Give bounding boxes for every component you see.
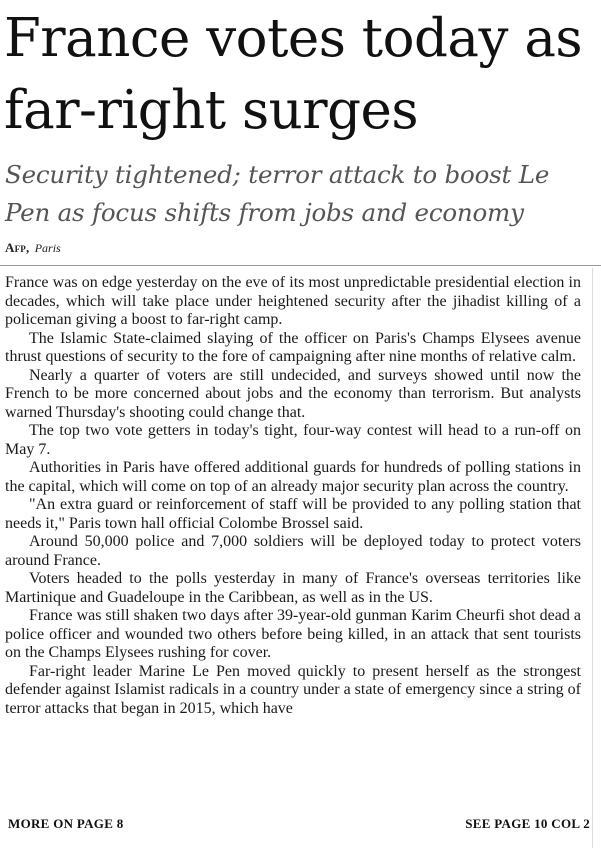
paragraph: Nearly a quarter of voters are still undecided, and surveys showed until now the French to be more concerned about jobs and the economy than terrorism. But analysts warned Thursday's shooting could change that.	[5, 366, 581, 421]
paragraph: Authorities in Paris have offered additional guards for hundreds of polling stations in the capital, which will come on top of an already major security plan across the country.	[5, 459, 581, 495]
byline-location: Paris	[34, 241, 61, 255]
paragraph: Around 50,000 police and 7,000 soldiers will be deployed today to protect voters around France.	[5, 533, 581, 569]
subheadline: Security tightened; terror attack to boost Le Pen as focus shifts from jobs and economy	[5, 160, 550, 227]
byline	[5, 240, 61, 256]
paragraph: Far-right leader Marine Le Pen moved quickly to present herself as the strongest defender against Islamist radicals in a country under a state of emergency since a string of terror attacks that began in 2015, which have	[5, 662, 581, 717]
byline-source: Afp,	[5, 240, 30, 255]
article-body	[5, 274, 581, 718]
footer	[8, 816, 590, 834]
paragraph: France was still shaken two days after 39-year-old gunman Karim Cheurfi shot dead a police officer and wounded two others before being killed, in an attack that sent tourists on the Champs Elysees rushing for cover.	[5, 607, 581, 661]
paragraph: Voters headed to the polls yesterday in many of France's overseas territories like Martinique and Guadeloupe in the Caribbean, as well as in the US.	[5, 570, 581, 606]
column-edge	[592, 268, 593, 848]
see-page-link[interactable]: SEE PAGE 10 COL 2	[465, 816, 590, 831]
more-on-page-link[interactable]: MORE ON PAGE 8	[8, 816, 124, 831]
divider	[0, 265, 601, 266]
paragraph: The top two vote getters in today's tight, four-way contest will head to a run-off on May 7.	[5, 422, 581, 458]
headline: France votes today as far-right surges	[4, 8, 583, 141]
paragraph: The Islamic State-claimed slaying of the officer on Paris's Champs Elysees avenue thrust questions of security to the fore of campaigning after nine months of relative calm.	[5, 329, 581, 365]
paragraph: France was on edge yesterday on the eve of its most unpredictable presidential election in decades, which will take place under heightened security after the jihadist killing of a policeman giving a boost to far-right camp.	[5, 274, 581, 328]
paragraph: "An extra guard or reinforcement of staff will be provided to any polling station that needs it," Paris town hall official Colombe Brossel said.	[5, 496, 581, 532]
